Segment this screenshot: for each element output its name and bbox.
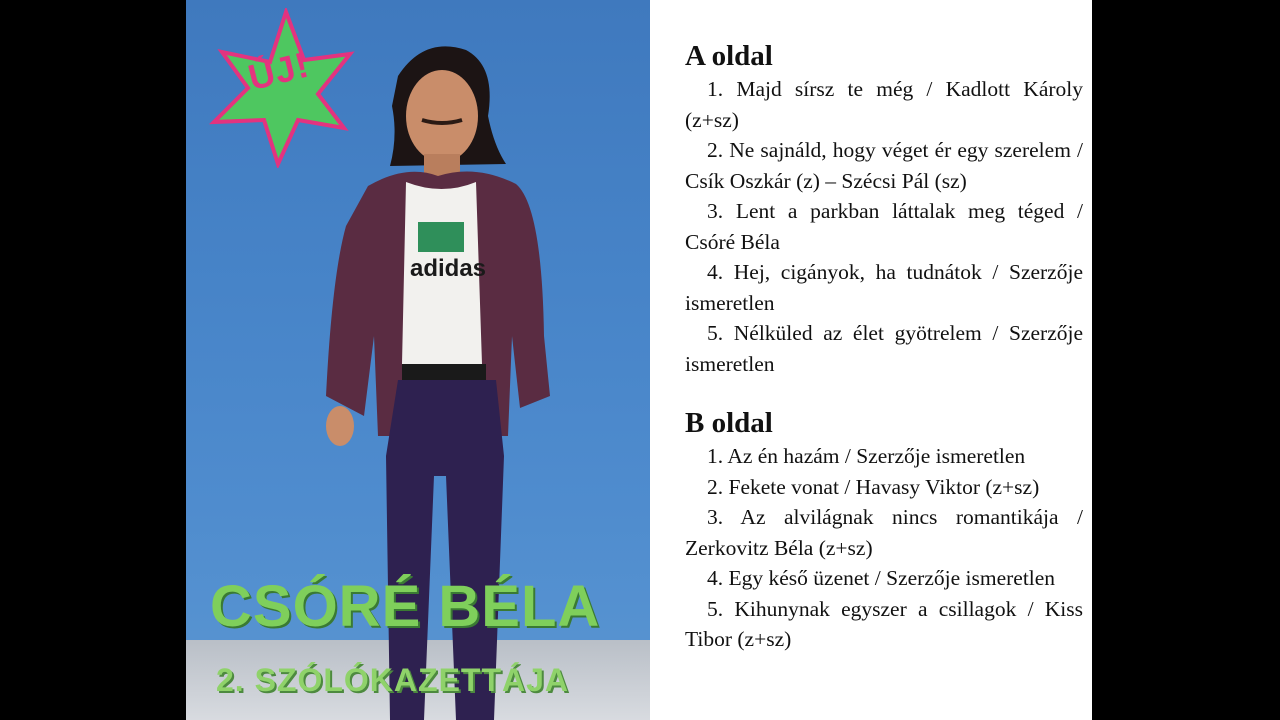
side-a-title: A oldal: [685, 40, 773, 72]
album-subtitle: 2. SZÓLÓKAZETTÁJA: [216, 662, 570, 698]
artist-name: CSÓRÉ BÉLA: [210, 574, 601, 639]
track-a-3: 3. Lent a parkban láttalak meg téged / Csóré Béla: [685, 199, 1083, 254]
track-a-4: 4. Hej, cigányok, ha tudnátok / Szerzője ismeretlen: [685, 260, 1083, 315]
track-a-1: 1. Majd sírsz te még / Kadlott Károly (z+sz): [685, 77, 1083, 132]
new-badge-text: ÚJ!: [244, 43, 314, 99]
side-b-title: B oldal: [685, 407, 773, 439]
cassette-insert: [186, 0, 1092, 720]
track-b-4: 4. Egy késő üzenet / Szerzője ismeretlen: [707, 566, 1056, 590]
track-b-3: 3. Az alvilágnak nincs romantikája / Zerkovitz Béla (z+sz): [685, 505, 1083, 560]
shirt-logo-text: adidas: [410, 255, 487, 282]
track-b-1: 1. Az én hazám / Szerzője ismeretlen: [707, 444, 1026, 468]
cover-art: [186, 0, 650, 720]
tracklist: [685, 38, 1083, 655]
track-b-2: 2. Fekete vonat / Havasy Viktor (z+sz): [707, 474, 1040, 499]
track-a-2: 2. Ne sajnáld, hogy véget ér egy szerelem / Csík Oszkár (z) – Szécsi Pál (sz): [685, 138, 1083, 193]
track-a-5: 5. Nélküled az élet gyötrelem / Szerzője ismeretlen: [685, 321, 1083, 376]
track-b-5: 5. Kihunynak egyszer a csillagok / Kiss Tibor (z+sz): [685, 596, 1083, 651]
